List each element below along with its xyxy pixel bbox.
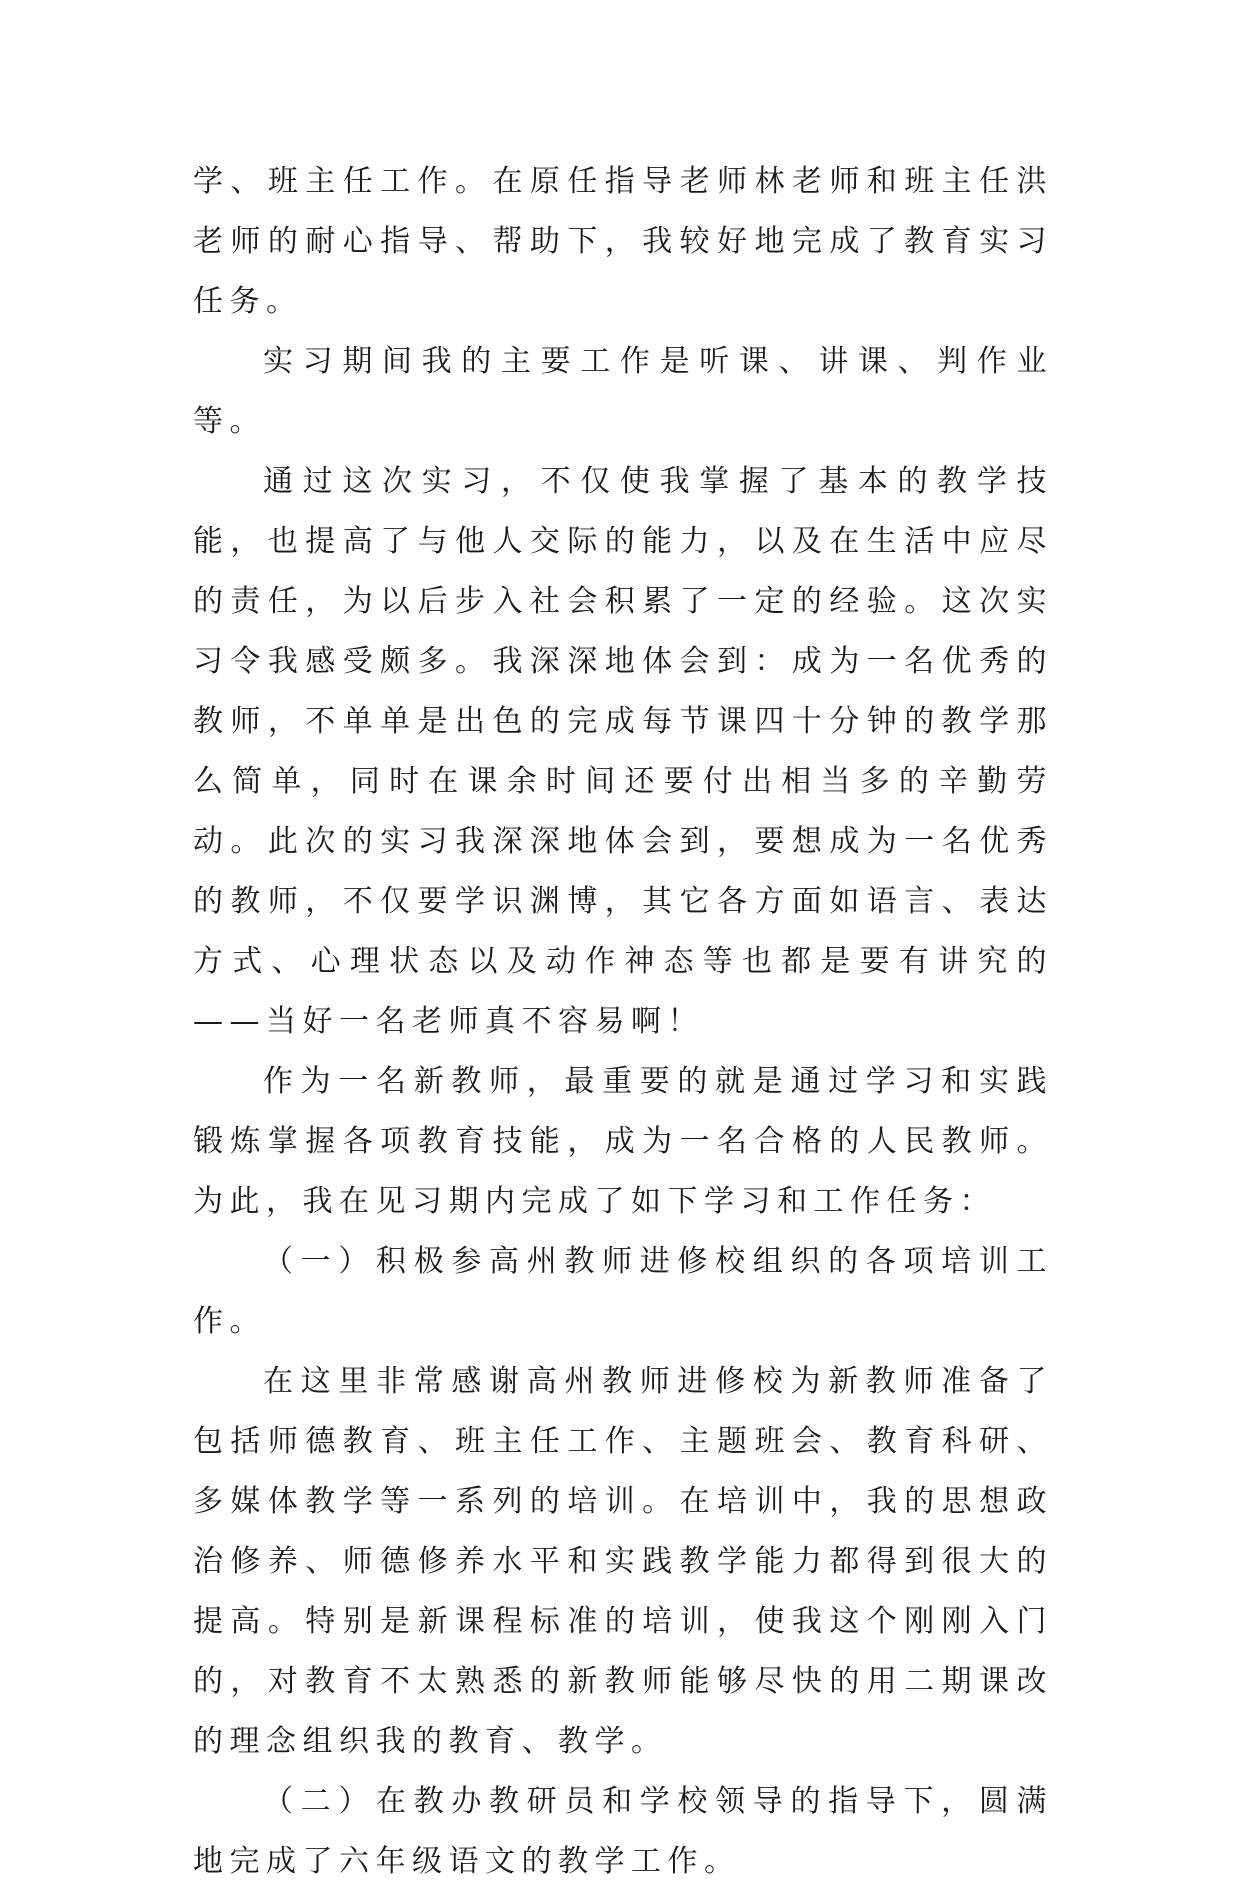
paragraph-3: 通过这次实习，不仅使我掌握了基本的教学技能，也提高了与他人交际的能力，以及在生活中应尽的责任，为以后步入社会积累了一定的经验。这次实习令我感受颇多。我深深地体会到：成为一名优秀的教师，不单单是出色的完成每节课四十分钟的教学那么简单，同时在课余时间还要付出相当多的辛勤劳动。此次的实习我深深地体会到，要想成为一名优秀的教师，不仅要学识渊博，其它各方面如语言、表达方式、心理状态以及动作神态等也都是要有讲究的——当好一名老师真不容易啊！ — [193, 464, 1053, 1039]
document-body — [193, 152, 1053, 1892]
paragraph-6: 在这里非常感谢高州教师进修校为新教师准备了包括师德教育、班主任工作、主题班会、教育科研、多媒体教学等一系列的培训。在培训中，我的思想政治修养、师德修养水平和实践教学能力都得到很大的提高。特别是新课程标准的培训，使我这个刚刚入门的，对教育不太熟悉的新教师能够尽快的用二期课改的理念组织我的教育、教学。 — [193, 1364, 1053, 1759]
paragraph-1: 学、班主任工作。在原任指导老师林老师和班主任洪老师的耐心指导、帮助下，我较好地完成了教育实习任务。 — [193, 164, 1053, 319]
paragraph-5: （一）积极参高州教师进修校组织的各项培训工作。 — [193, 1244, 1053, 1339]
paragraph-7: （二）在教办教研员和学校领导的指导下，圆满地完成了六年级语文的教学工作。 — [193, 1784, 1053, 1879]
paragraph-2: 实习期间我的主要工作是听课、讲课、判作业等。 — [193, 344, 1053, 439]
paragraph-4: 作为一名新教师，最重要的就是通过学习和实践锻炼掌握各项教育技能，成为一名合格的人民教师。为此，我在见习期内完成了如下学习和工作任务： — [193, 1064, 1053, 1219]
